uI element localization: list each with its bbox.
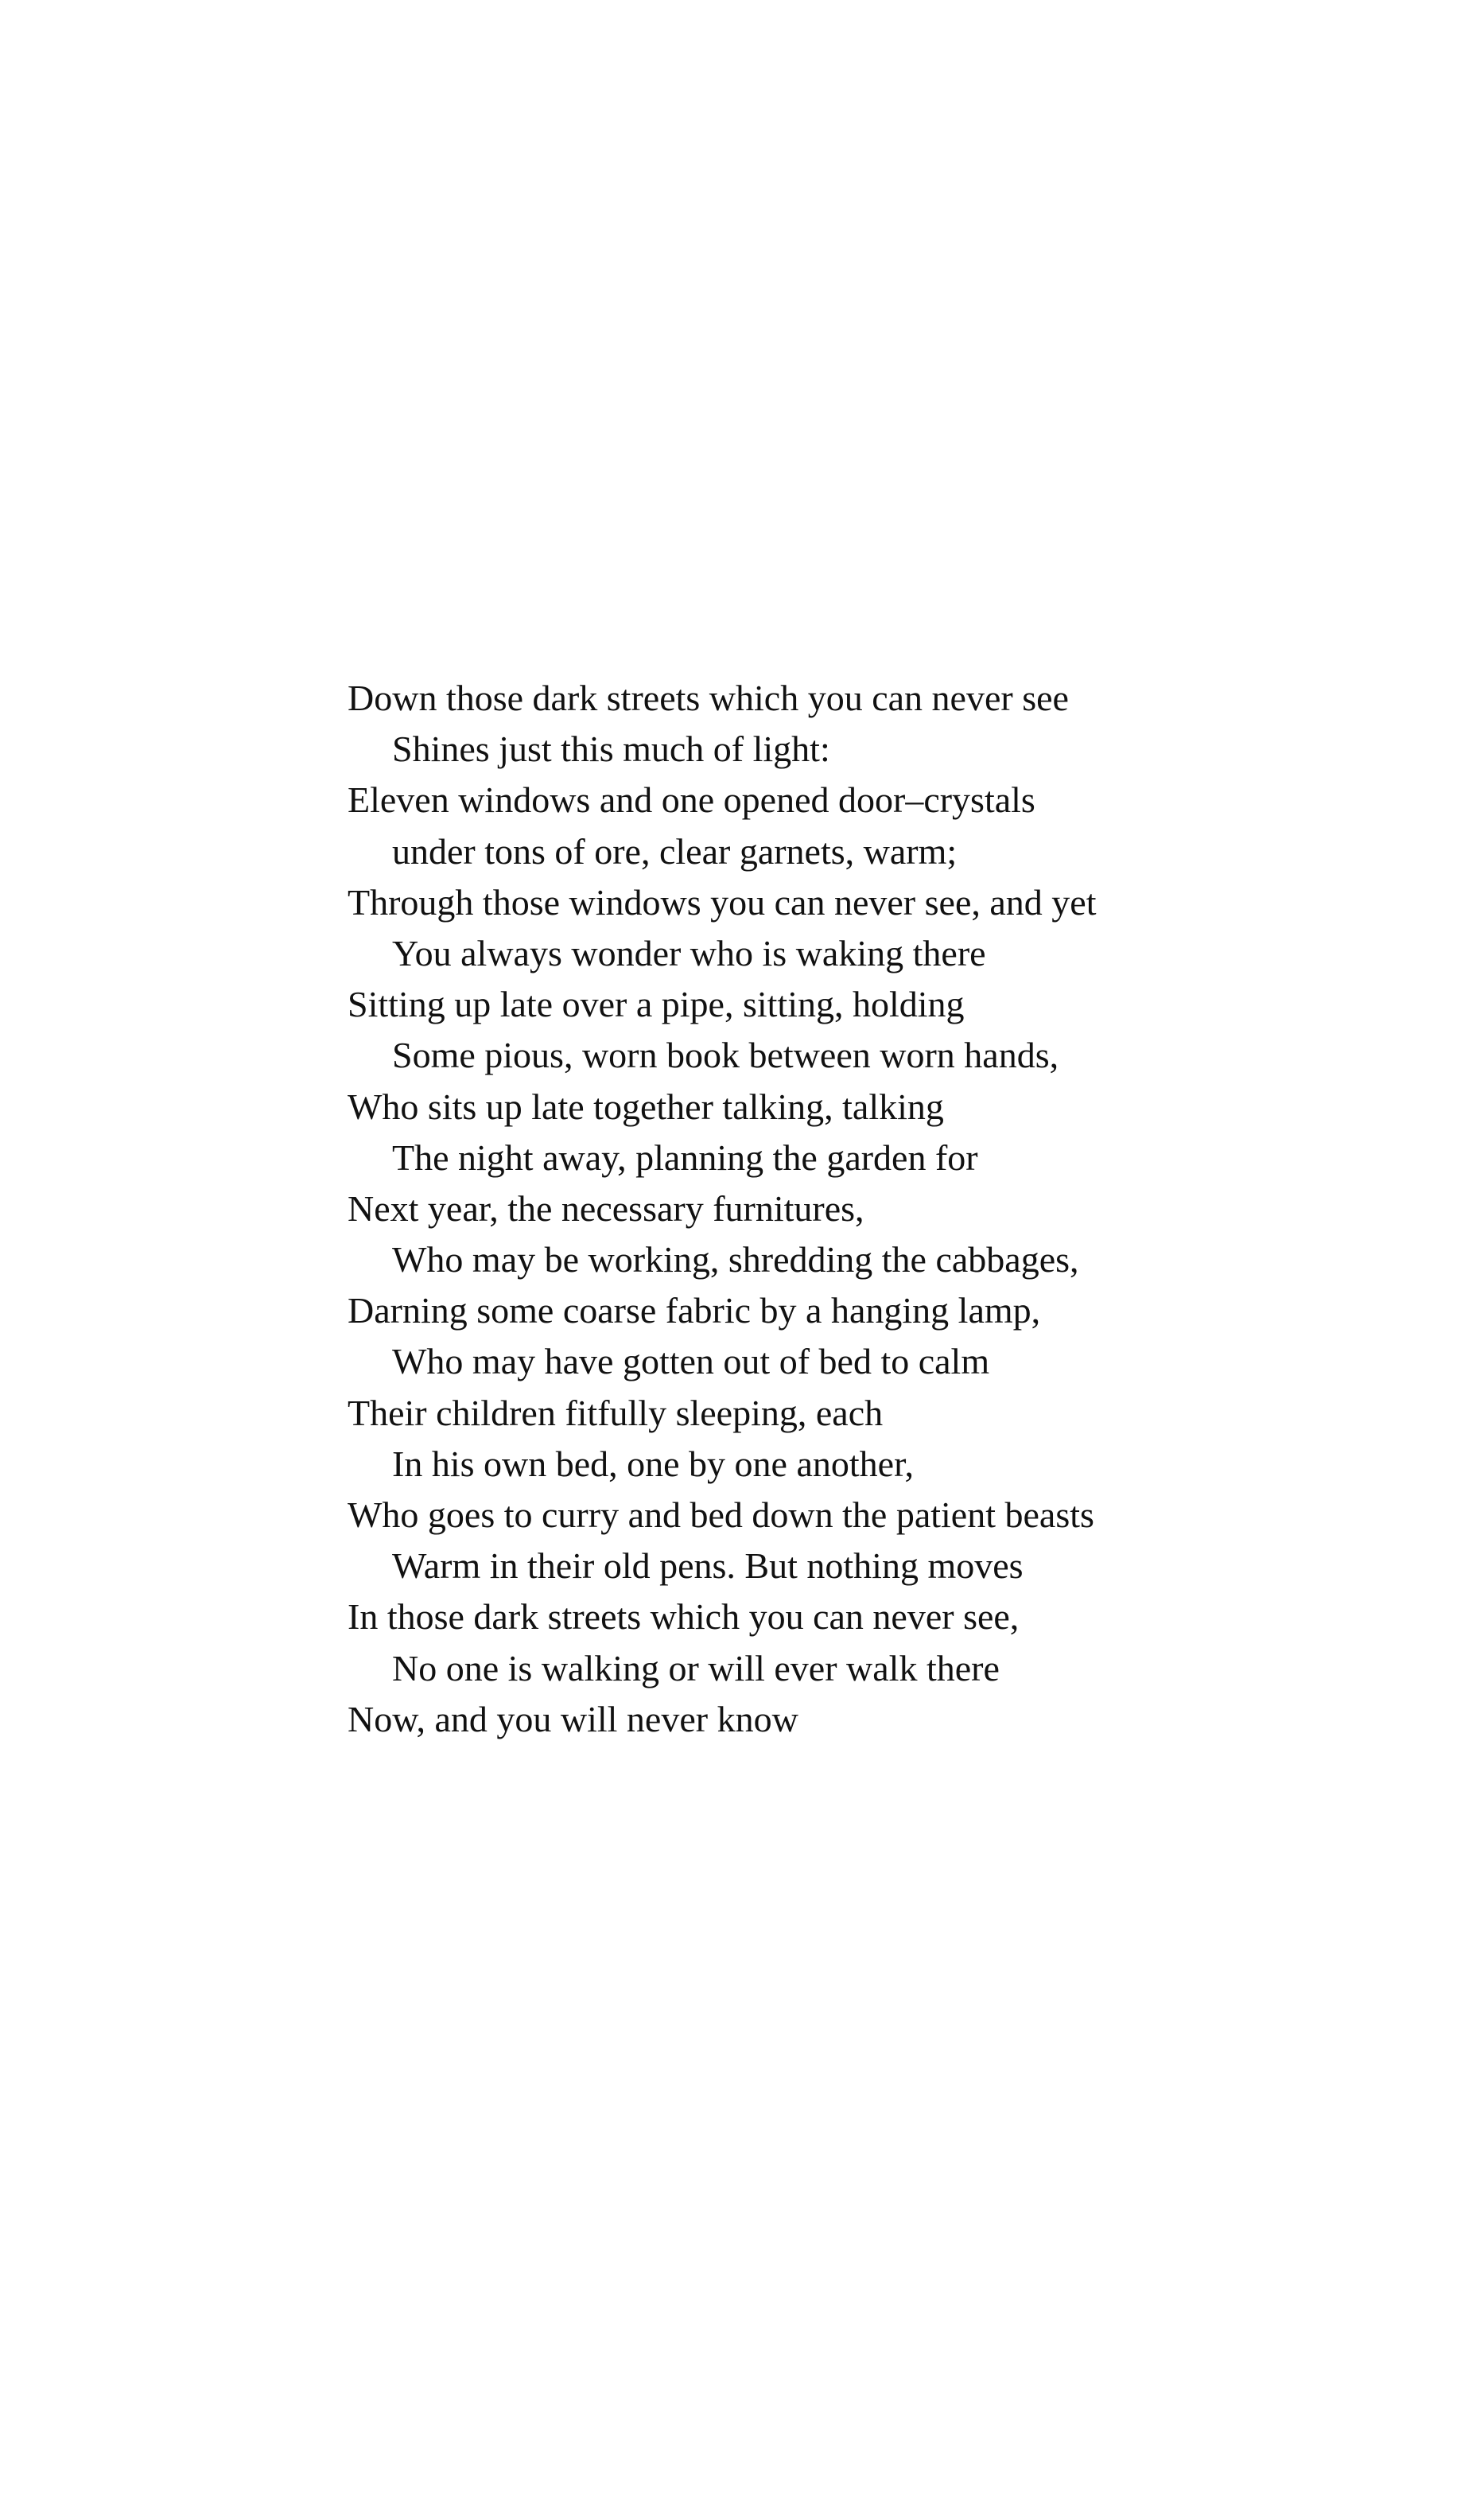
poem-line: under tons of ore, clear garnets, warm;: [392, 830, 958, 872]
poem-line: Who sits up late together talking, talking: [348, 1086, 944, 1127]
poem-line: Sitting up late over a pipe, sitting, holding: [348, 984, 965, 1025]
poem-line: The night away, planning the garden for: [392, 1137, 978, 1178]
poem-line: Darning some coarse fabric by a hanging lamp,: [348, 1290, 1041, 1331]
poem-line: Their children fitfully sleeping, each: [348, 1392, 884, 1433]
poem-line: Through those windows you can never see, and yet: [348, 881, 1097, 923]
poem-line: Who may be working, shredding the cabbages,: [392, 1239, 1079, 1280]
poem-line: Who goes to curry and bed down the patient beasts: [348, 1494, 1094, 1535]
poem-line: In those dark streets which you can never see,: [348, 1596, 1020, 1638]
poem-line: Who may have gotten out of bed to calm: [392, 1341, 990, 1382]
poem-line: You always wonder who is waking there: [392, 932, 986, 973]
poem-line: Next year, the necessary furnitures,: [348, 1187, 864, 1229]
poem-line: Down those dark streets which you can never see: [348, 678, 1069, 718]
poem-line: Some pious, worn book between worn hands,: [392, 1035, 1059, 1076]
poem-line: Shines just this much of light:: [392, 729, 830, 770]
poem-line: Eleven windows and one opened door–crystals: [348, 779, 1035, 821]
poem-line: Warm in their old pens. But nothing moves: [392, 1545, 1024, 1587]
poem-line: In his own bed, one by one another,: [392, 1443, 915, 1484]
poem-text: [348, 673, 1302, 1745]
poem-line: No one is walking or will ever walk there: [392, 1647, 1000, 1688]
poem-line: Now, and you will never know: [348, 1698, 798, 1739]
